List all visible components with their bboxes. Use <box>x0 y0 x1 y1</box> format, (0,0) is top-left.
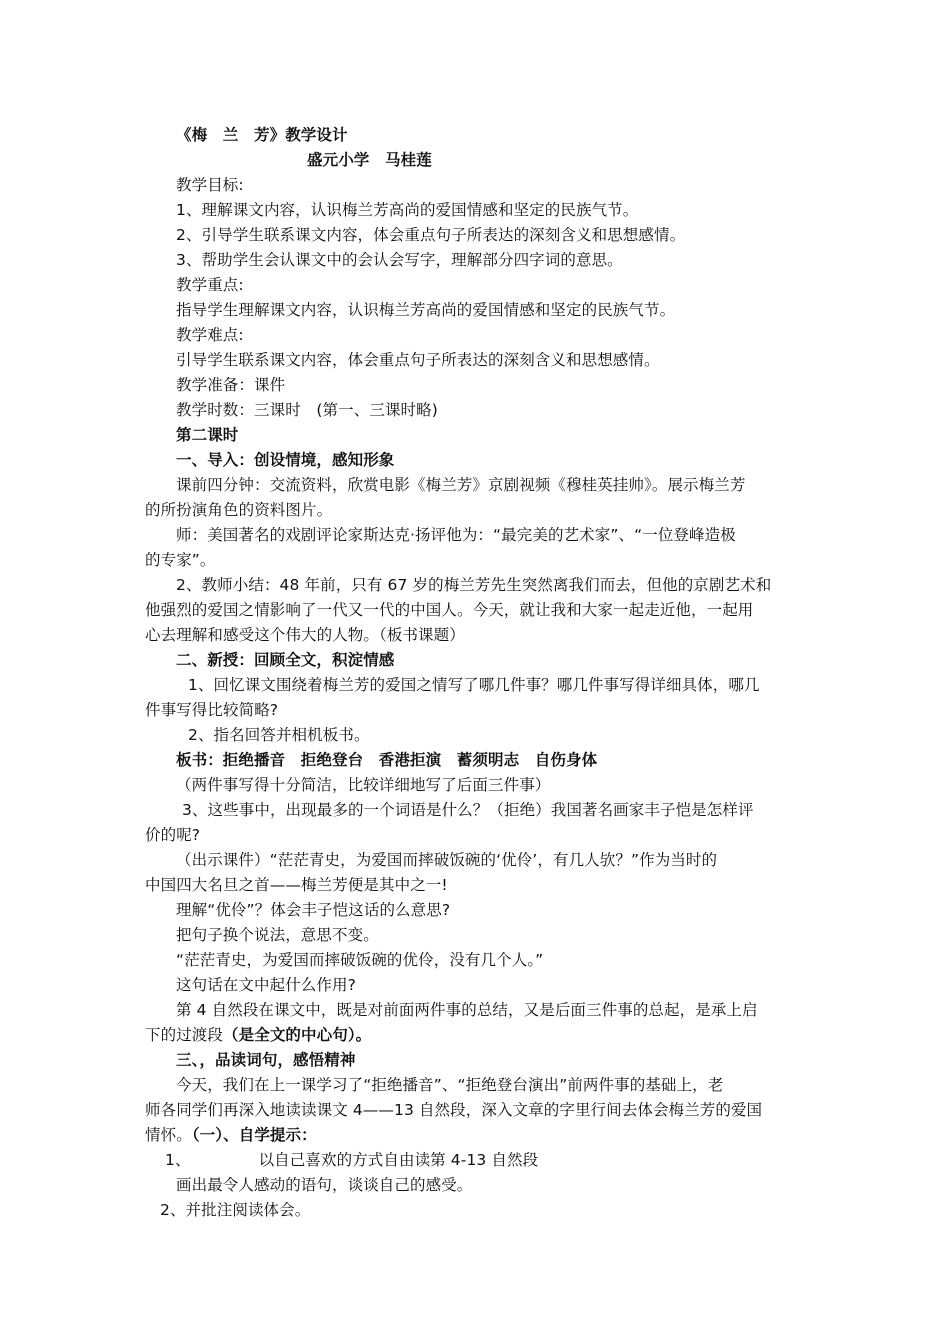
paragraph-line: 中国四大名旦之首——梅兰芳便是其中之一! <box>145 876 448 894</box>
difficulty-text: 引导学生联系课文内容，体会重点句子所表达的深刻含义和思想感情。 <box>176 351 660 369</box>
paragraph-text: 情怀。 <box>145 1126 192 1144</box>
paragraph-line: 件事写得比较简略? <box>145 701 279 719</box>
hours-line: 教学时数：三课时 (第一、三课时略) <box>176 401 438 419</box>
preparation-line: 教学准备：课件 <box>176 376 286 394</box>
goal-item-1: 1、理解课文内容，认识梅兰芳高尚的爱国情感和坚定的民族气节。 <box>176 201 639 219</box>
list-number: 1、 <box>165 1151 191 1169</box>
lesson-heading: 第二课时 <box>176 426 239 444</box>
paragraph-line: 的专家”。 <box>145 551 216 569</box>
goal-heading: 教学目标: <box>176 176 244 194</box>
paragraph-line: “茫茫青史，为爱国而摔破饭碗的优伶，没有几个人。” <box>176 951 544 969</box>
paragraph-line: 价的呢? <box>145 826 201 844</box>
paragraph-line: （出示课件）“茫茫青史，为爱国而摔破饭碗的‘优伶’，有几人欤？”作为当时的 <box>176 851 718 869</box>
key-text: 指导学生理解课文内容，认识梅兰芳高尚的爱国情感和坚定的民族气节。 <box>176 301 676 319</box>
paragraph-line: 师：美国著名的戏剧评论家斯达克·扬评他为：“最完美的艺术家”、“一位登峰造极 <box>176 526 736 544</box>
section-1-heading: 一、导入：创设情境，感知形象 <box>176 451 395 469</box>
paragraph-line: 把句子换个说法，意思不变。 <box>176 926 379 944</box>
goal-item-3: 3、帮助学生会认课文中的会认会写字，理解部分四字词的意思。 <box>176 251 623 269</box>
emphasis-text: （一）、自学提示： <box>191 1126 317 1144</box>
paragraph-line: 理解“优伶”？体会丰子恺这话的么意思? <box>176 901 451 919</box>
section-3-heading: 三、，品读词句，感悟精神 <box>176 1051 356 1069</box>
paragraph-line: 心去理解和感受这个伟大的人物。（板书课题） <box>145 626 465 644</box>
paragraph-line: 第 4 自然段在课文中，既是对前面两件事的总结，又是后面三件事的总起，是承上启 <box>176 1001 758 1019</box>
paragraph-line <box>145 1023 815 1047</box>
section-2-heading: 二、新授：回顾全文，积淀情感 <box>176 651 395 669</box>
paragraph-text: 以自己喜欢的方式自由读第 4-13 自然段 <box>258 1151 539 1169</box>
paragraph-line: 画出最令人感动的语句，谈谈自己的感受。 <box>176 1176 473 1194</box>
paragraph-line <box>145 1123 815 1147</box>
paragraph-line: 今天，我们在上一课学习了“拒绝播音”、“拒绝登台演出”前两件事的基础上，老 <box>176 1076 724 1094</box>
paragraph-line: 师各同学们再深入地读读课文 4——13 自然段，深入文章的字里行间去体会梅兰芳的爱国 <box>145 1101 763 1119</box>
document-author: 盛元小学 马桂莲 <box>307 151 432 169</box>
paragraph-line: 3、这些事中，出现最多的一个词语是什么？（拒绝）我国著名画家丰子恺是怎样评 <box>182 801 754 819</box>
paragraph-line: 1、回忆课文围绕着梅兰芳的爱国之情写了哪几件事？哪几件事写得详细具体，哪几 <box>188 676 760 694</box>
goal-item-2: 2、引导学生联系课文内容，体会重点句子所表达的深刻含义和思想感情。 <box>176 226 686 244</box>
paragraph-line: 课前四分钟：交流资料，欣赏电影《梅兰芳》京剧视频《穆桂英挂帅》。展示梅兰芳 <box>176 476 746 494</box>
board-writing: 板书：拒绝播音 拒绝登台 香港拒演 蓄须明志 自伤身体 <box>176 751 598 769</box>
paragraph-line: 2、指名回答并相机板书。 <box>188 726 370 744</box>
emphasis-text: （是全文的中心句）。 <box>223 1026 372 1044</box>
paragraph-line: 2、并批注阅读体会。 <box>160 1201 311 1219</box>
paragraph-line: 他强烈的爱国之情影响了一代又一代的中国人。今天，就让我和大家一起走近他，一起用 <box>145 601 754 619</box>
paragraph-line: 的所扮演角色的资料图片。 <box>145 501 333 519</box>
paragraph-line: （两件事写得十分简洁，比较详细地写了后面三件事） <box>176 776 551 794</box>
paragraph-line <box>165 1148 835 1172</box>
paragraph-text: 下的过渡段 <box>145 1026 224 1044</box>
document-title: 《梅 兰 芳》教学设计 <box>176 126 348 144</box>
paragraph-line: 2、教师小结：48 年前，只有 67 岁的梅兰芳先生突然离我们而去，但他的京剧艺术和 <box>176 576 772 594</box>
paragraph-line: 这句话在文中起什么作用? <box>176 976 356 994</box>
key-heading: 教学重点: <box>176 276 244 294</box>
difficulty-heading: 教学难点: <box>176 326 244 344</box>
